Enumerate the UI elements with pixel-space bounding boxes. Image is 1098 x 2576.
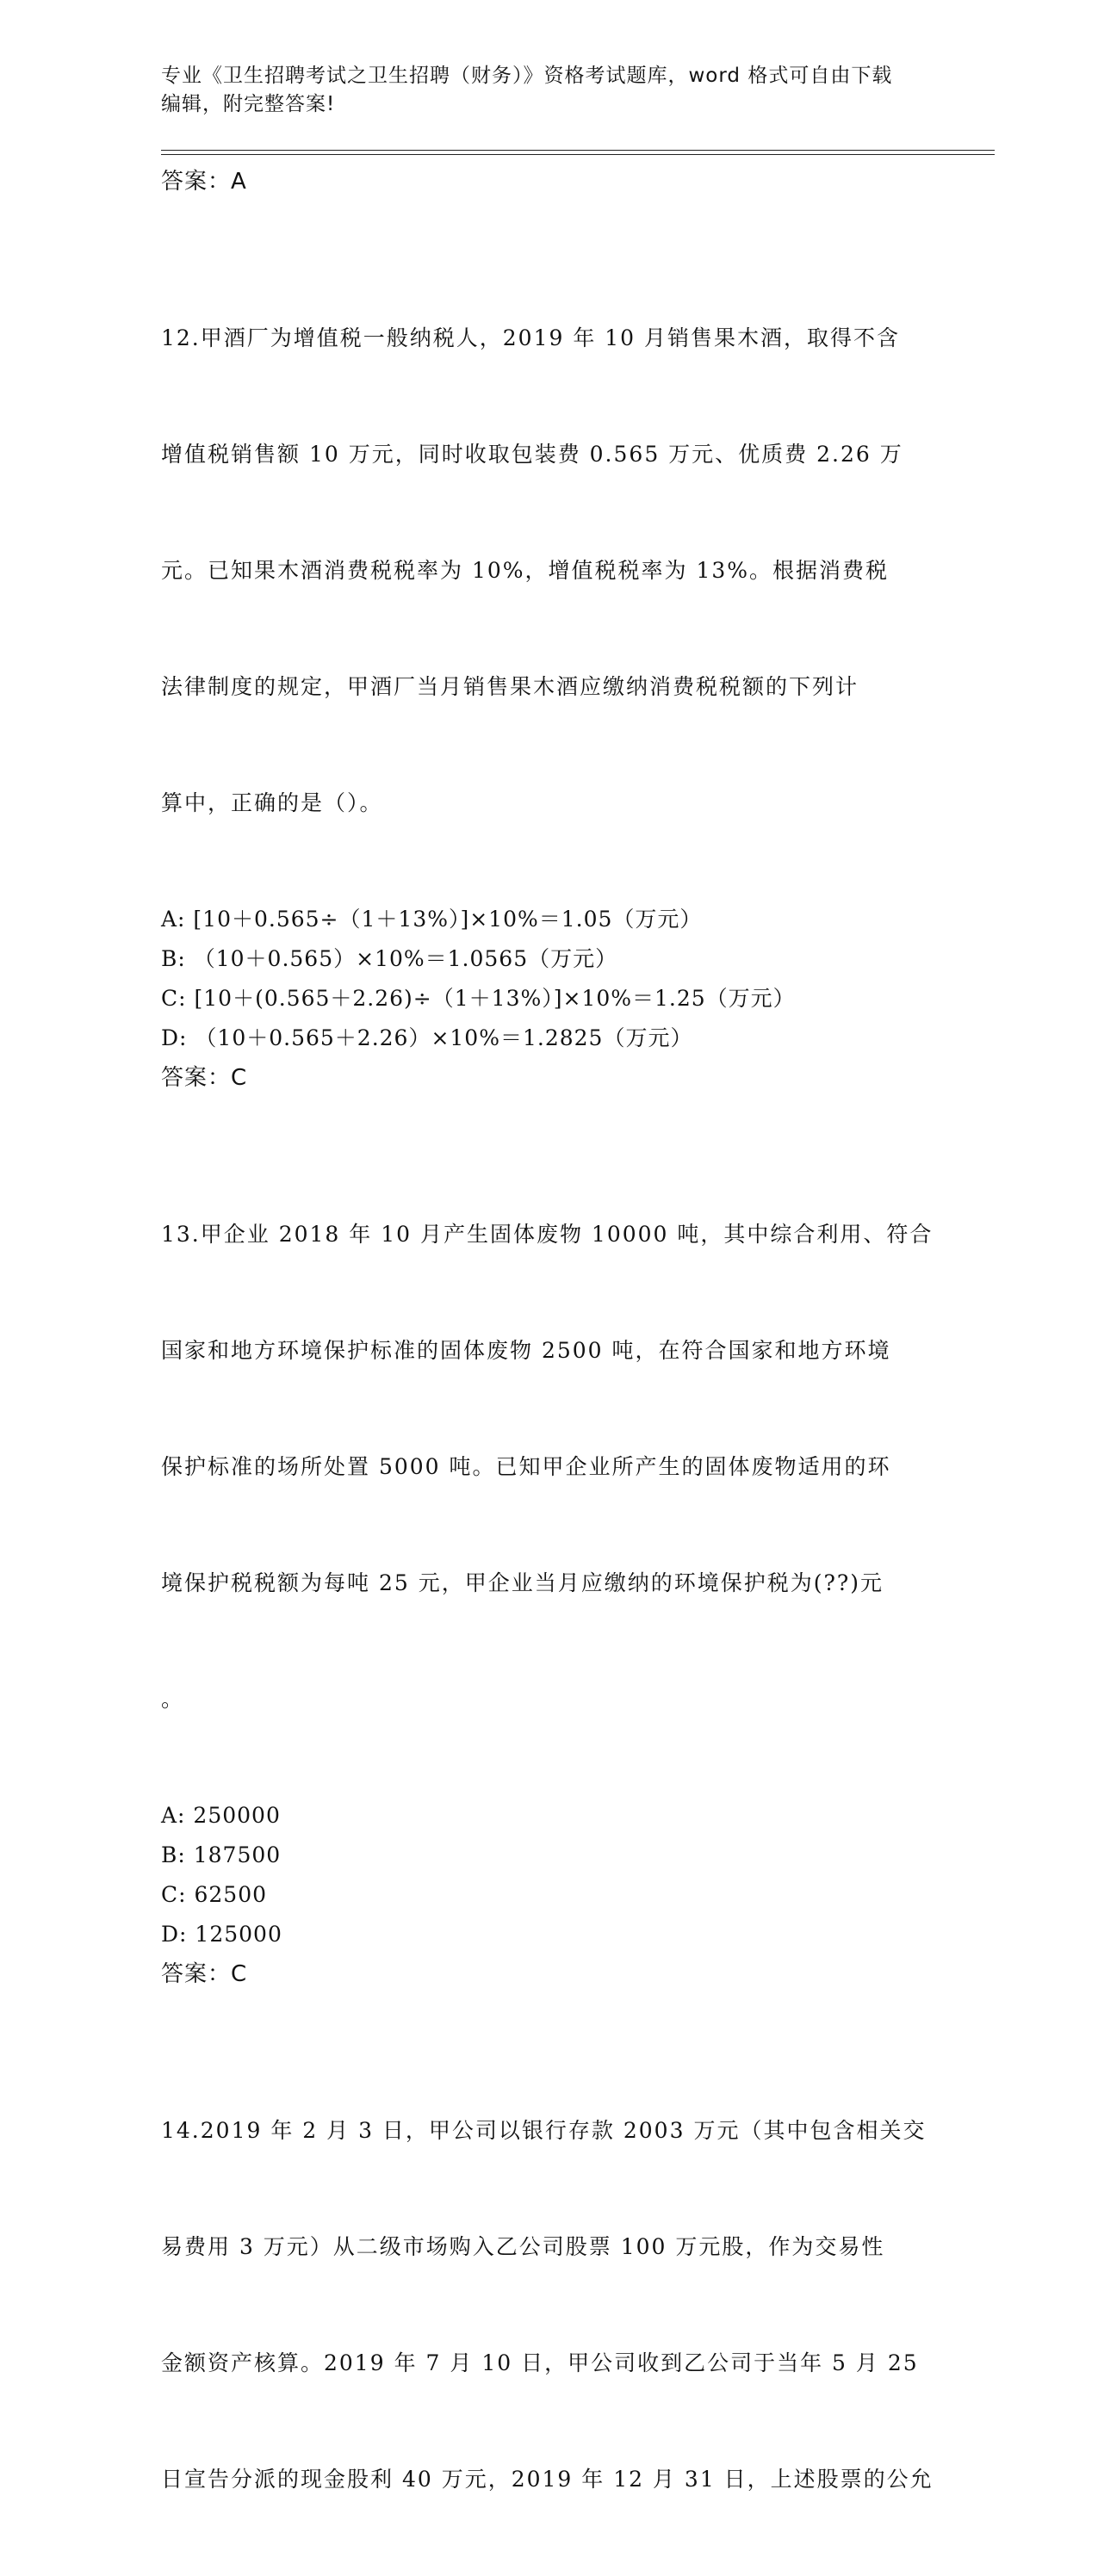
header-rule-bottom bbox=[161, 154, 995, 155]
question-14-line-1: 14.2019 年 2 月 3 日，甲公司以银行存款 2003 万元（其中包含相关交 bbox=[161, 2118, 927, 2143]
question-12-line-1: 12.甲酒厂为增值税一般纳税人，2019 年 10 月销售果木酒，取得不含 bbox=[161, 325, 901, 350]
question-14-line-4: 日宣告分派的现金股利 40 万元，2019 年 12 月 31 日，上述股票的公允 bbox=[161, 2467, 934, 2492]
question-12-line-5: 算中，正确的是（）。 bbox=[161, 790, 383, 815]
question-13-line-1: 13.甲企业 2018 年 10 月产生固体废物 10000 吨，其中综合利用、符合 bbox=[161, 1222, 934, 1247]
question-13-option-c: C: 62500 bbox=[161, 1882, 268, 1907]
question-14-line-2: 易费用 3 万元）从二级市场购入乙公司股票 100 万元股，作为交易性 bbox=[161, 2234, 885, 2259]
question-12-option-b: B: （10＋0.565）×10%＝1.0565（万元） bbox=[161, 946, 618, 971]
question-12-line-2: 增值税销售额 10 万元，同时收取包装费 0.565 万元、优质费 2.26 万 bbox=[161, 442, 903, 467]
question-13-answer: 答案：C bbox=[161, 1961, 248, 1987]
question-13-line-4: 境保护税税额为每吨 25 元，甲企业当月应缴纳的环境保护税为(??)元 bbox=[161, 1570, 884, 1595]
question-12-option-a: A: [10＋0.565÷（1＋13%）]×10%＝1.05（万元） bbox=[161, 907, 703, 932]
header-line-2: 编辑，附完整答案! bbox=[161, 93, 336, 115]
question-12-line-4: 法律制度的规定，甲酒厂当月销售果木酒应缴纳消费税税额的下列计 bbox=[161, 674, 859, 699]
question-13-line-3: 保护标准的场所处置 5000 吨。已知甲企业所产生的固体废物适用的环 bbox=[161, 1454, 891, 1479]
header-rule-top bbox=[161, 150, 995, 151]
previous-answer: 答案：A bbox=[161, 169, 247, 195]
question-12-line-3: 元。已知果木酒消费税税率为 10%，增值税税率为 13%。根据消费税 bbox=[161, 558, 890, 583]
question-13-line-2: 国家和地方环境保护标准的固体废物 2500 吨，在符合国家和地方环境 bbox=[161, 1338, 891, 1363]
question-13 bbox=[161, 1137, 936, 1796]
question-12-option-c: C: [10＋(0.565＋2.26)÷（1＋13%）]×10%＝1.25（万元） bbox=[161, 986, 796, 1011]
question-14-line-3: 金额资产核算。2019 年 7 月 10 日，甲公司收到乙公司于当年 5 月 25 bbox=[161, 2350, 919, 2375]
question-13-line-5: 。 bbox=[161, 1687, 185, 1712]
spacer bbox=[161, 201, 936, 241]
question-14 bbox=[161, 2034, 936, 2576]
question-12 bbox=[161, 241, 936, 900]
question-13-option-b: B: 187500 bbox=[161, 1842, 282, 1867]
question-13-option-d: D: 125000 bbox=[161, 1922, 282, 1947]
spacer bbox=[161, 1098, 936, 1137]
question-13-option-a: A: 250000 bbox=[161, 1803, 281, 1828]
question-12-option-d: D: （10＋0.565＋2.26）×10%＝1.2825（万元） bbox=[161, 1025, 693, 1050]
question-12-answer: 答案：C bbox=[161, 1065, 248, 1091]
page-header bbox=[161, 62, 919, 119]
document-content bbox=[161, 162, 936, 2576]
header-line-1: 专业《卫生招聘考试之卫生招聘（财务）》资格考试题库，word 格式可自由下载 bbox=[161, 65, 893, 87]
spacer bbox=[161, 1994, 936, 2034]
